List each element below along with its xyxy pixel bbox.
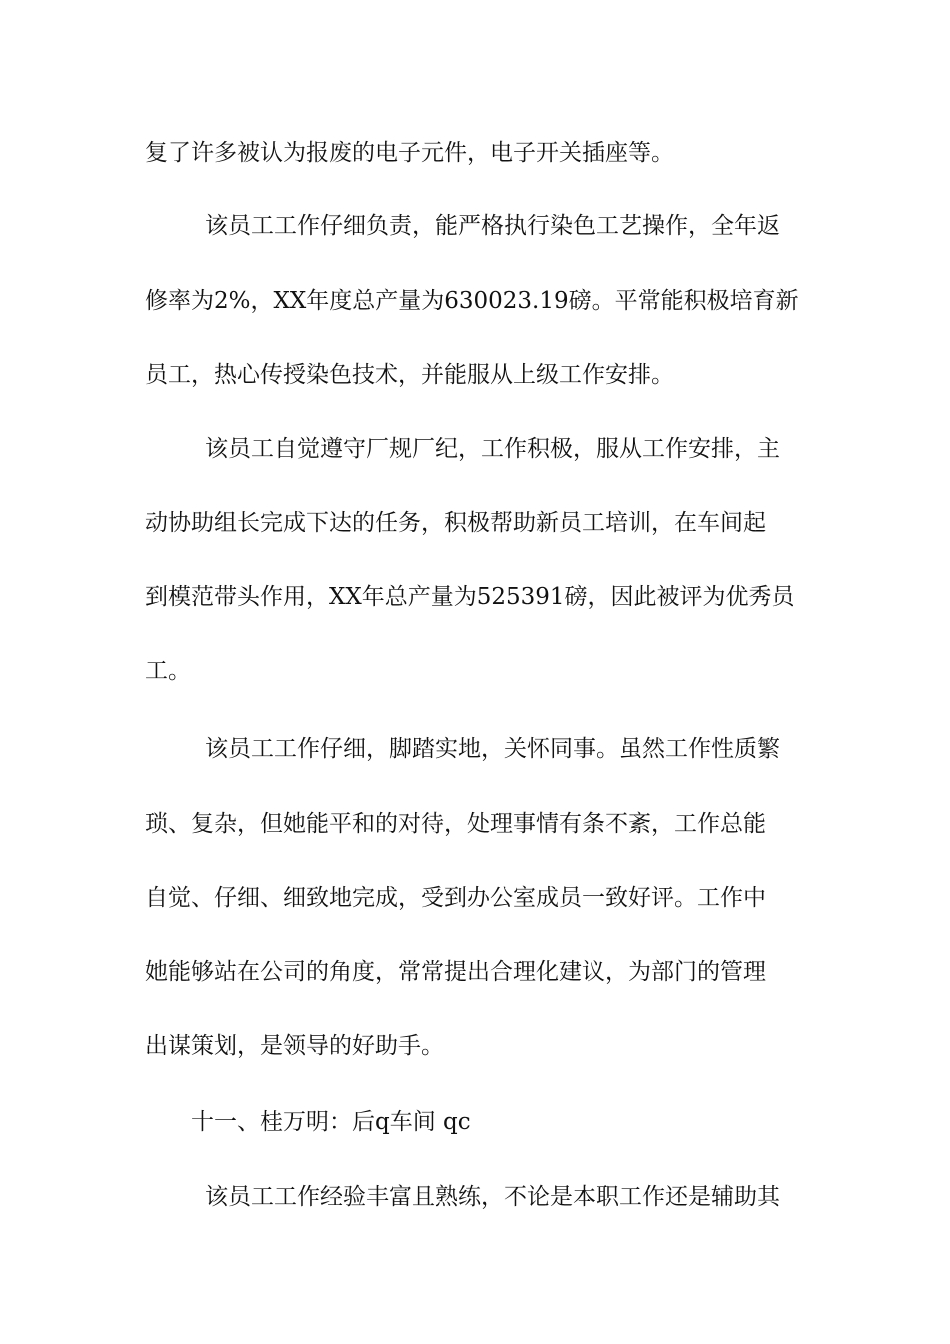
paragraph-line: 复了许多被认为报废的电子元件，电子开关插座等。 bbox=[145, 140, 674, 166]
paragraph-line: 自觉、仔细、细致地完成，受到办公室成员一致好评。工作中 bbox=[145, 885, 766, 911]
paragraph-line: 该员工工作仔细负责，能严格执行染色工艺操作，全年返 bbox=[205, 213, 780, 239]
paragraph-line: 修率为2%，XX年度总产量为630023.19磅。平常能积极培育新 bbox=[145, 288, 799, 314]
paragraph-line: 动协助组长完成下达的任务，积极帮助新员工培训，在车间起 bbox=[145, 510, 766, 536]
paragraph-line: 琐、复杂，但她能平和的对待，处理事情有条不紊，工作总能 bbox=[145, 811, 766, 837]
paragraph-line: 工。 bbox=[145, 658, 191, 684]
paragraph-line: 到模范带头作用，XX年总产量为525391磅，因此被评为优秀员 bbox=[145, 584, 795, 610]
paragraph-line: 该员工工作经验丰富且熟练，不论是本职工作还是辅助其 bbox=[205, 1184, 780, 1210]
section-heading: 十一、桂万明：后q车间 qc bbox=[191, 1109, 471, 1135]
paragraph-line: 出谋策划，是领导的好助手。 bbox=[145, 1033, 444, 1059]
paragraph-line: 该员工工作仔细，脚踏实地，关怀同事。虽然工作性质繁 bbox=[205, 736, 780, 762]
paragraph-line: 该员工自觉遵守厂规厂纪，工作积极，服从工作安排，主 bbox=[205, 436, 780, 462]
paragraph-line: 她能够站在公司的角度，常常提出合理化建议，为部门的管理 bbox=[145, 959, 766, 985]
paragraph-line: 员工，热心传授染色技术，并能服从上级工作安排。 bbox=[145, 362, 674, 388]
